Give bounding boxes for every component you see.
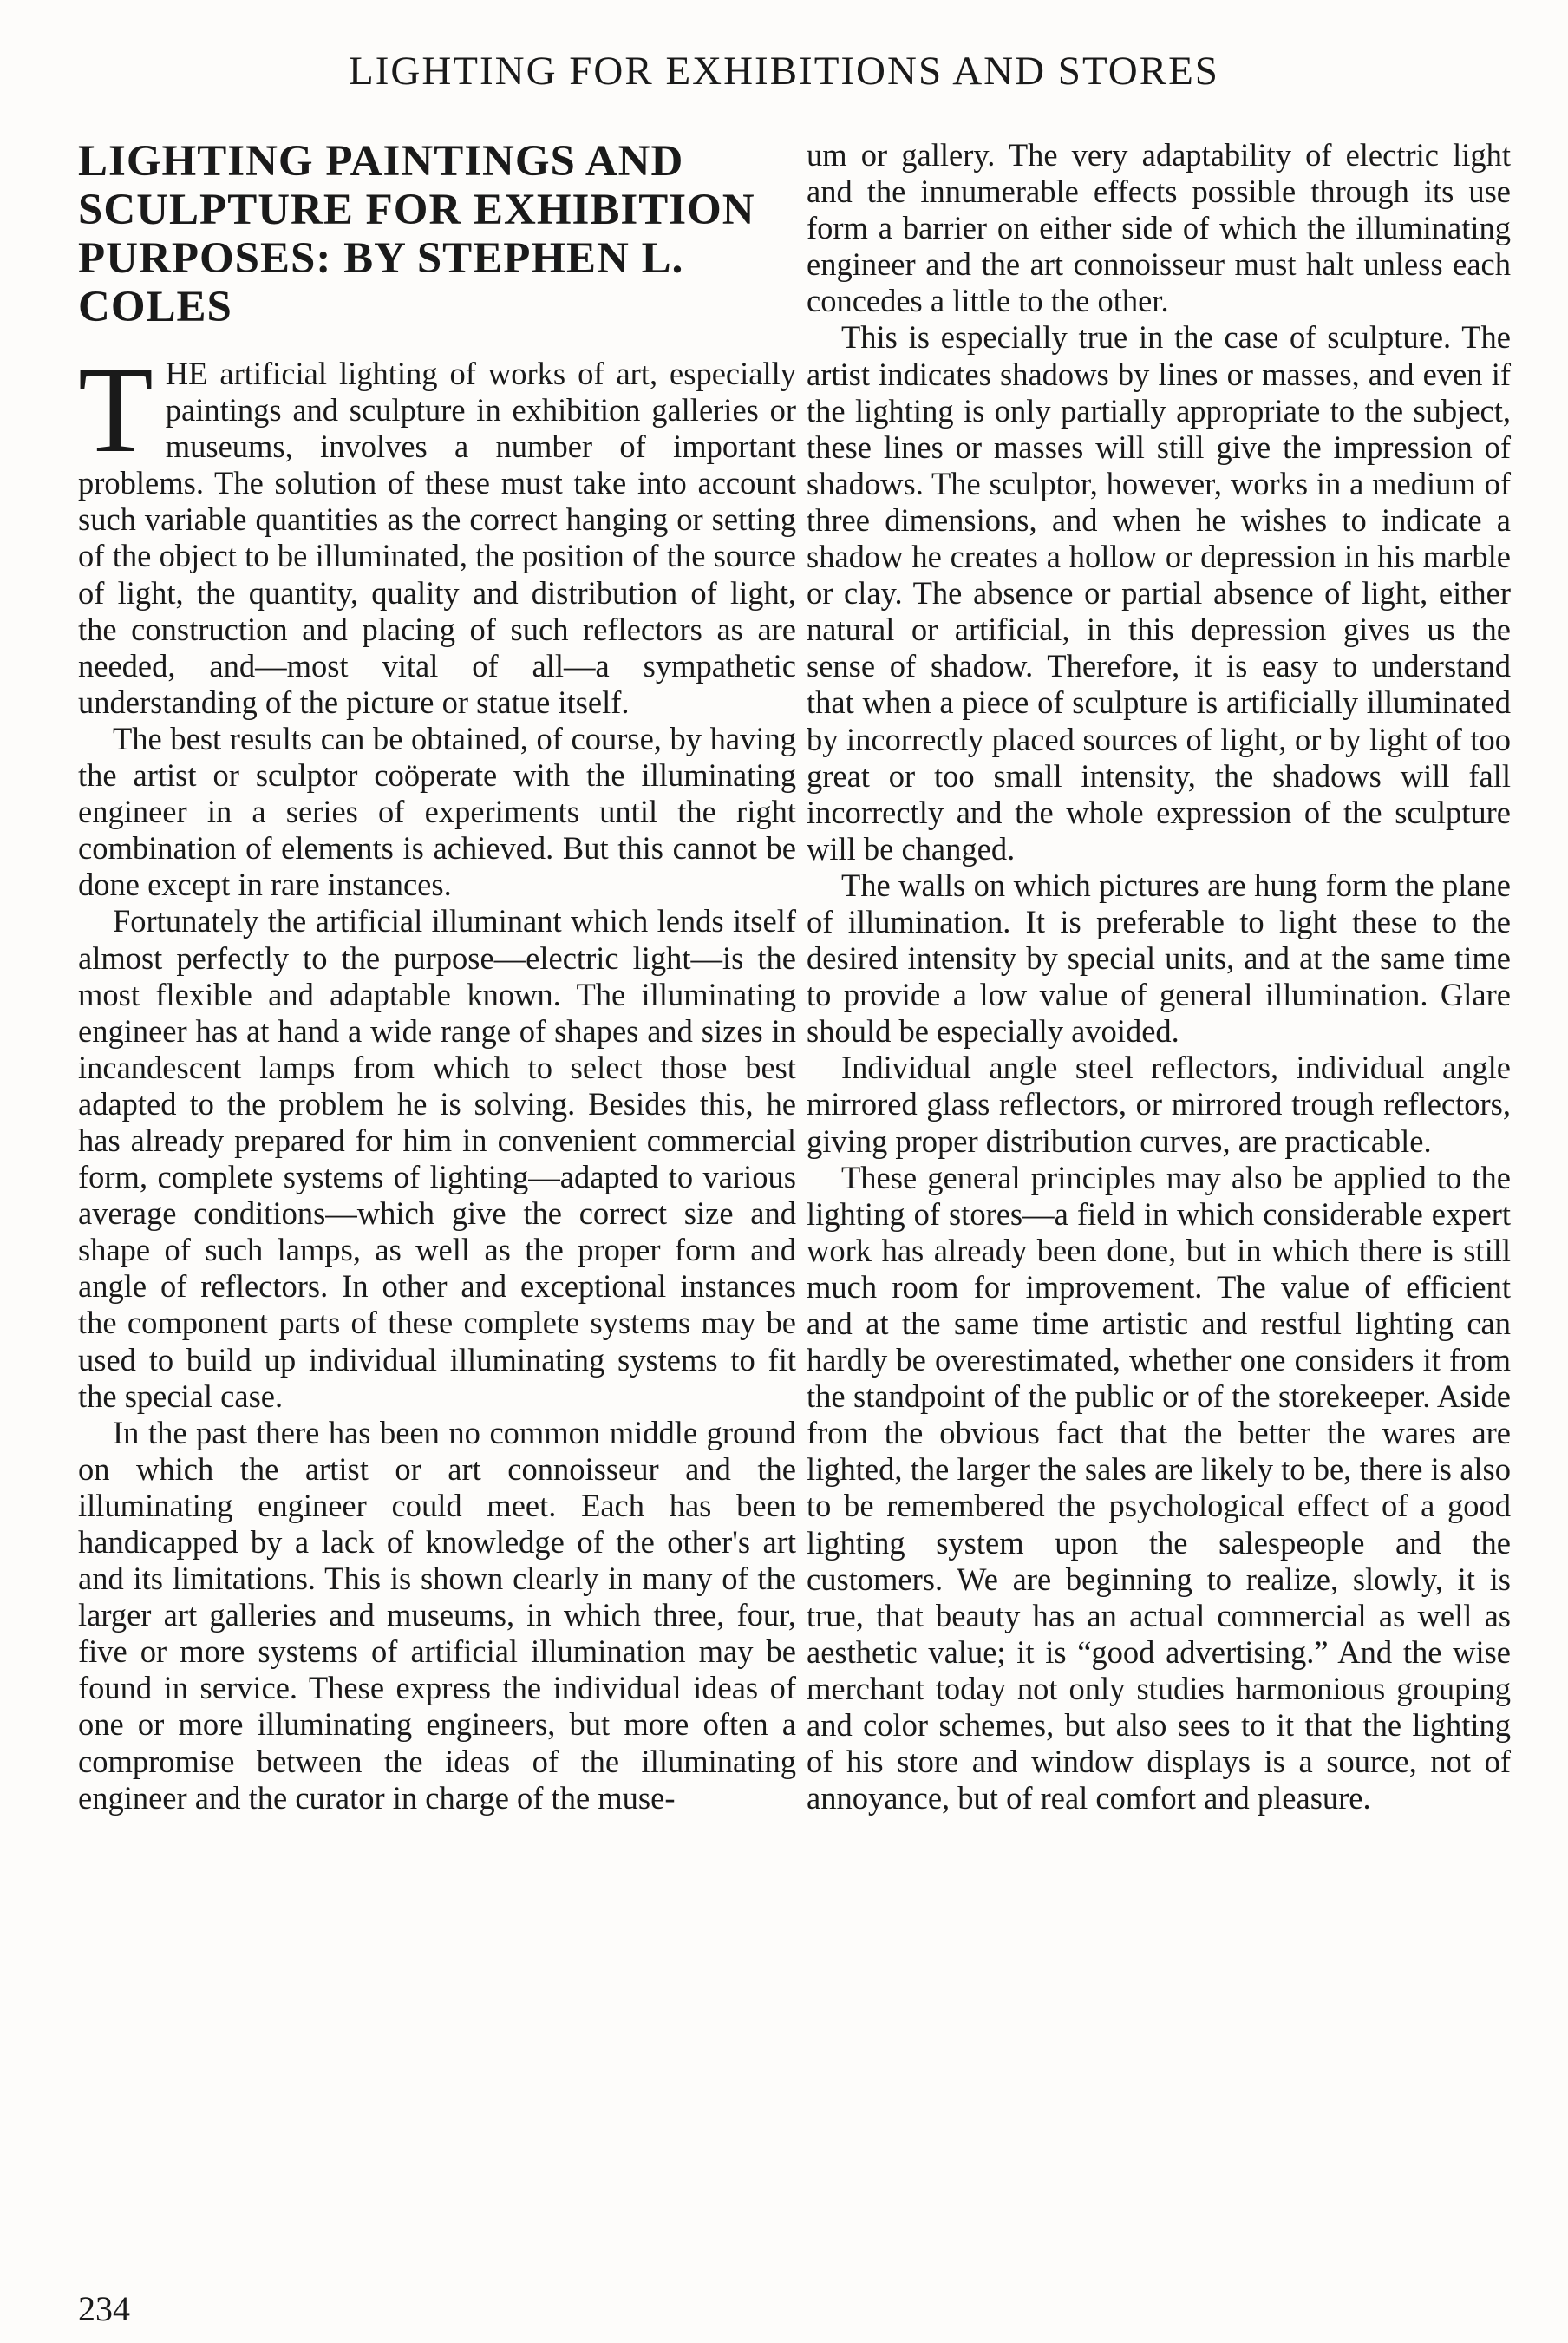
- paragraph-5: um or gallery. The very adaptability of electric light and the innumerable effects possible through its use form a barrier on either side of which the illuminating engineer and the art connoisseur must halt unless each concedes a little to the other.: [807, 137, 1511, 319]
- right-column: [807, 137, 1511, 1816]
- paragraph-7: The walls on which pictures are hung form the plane of illumination. It is preferable to light these to the desired intensity by special units, and at the same time to provide a low value of general illumination. Glare should be especially avoided.: [807, 867, 1511, 1050]
- paragraph-2: The best results can be obtained, of course, by having the artist or sculptor coöperate with the illuminating engineer in a series of experiments until the right combination of elements is achieved. But this cannot be done except in rare instances.: [78, 720, 796, 903]
- running-head: LIGHTING FOR EXHIBITIONS AND STORES: [349, 49, 1219, 94]
- article-title: LIGHTING PAINTINGS AND SCULPTURE FOR EXHIBITION PURPOSES: BY STEPHEN L. COLES: [78, 137, 755, 331]
- paragraph-3: Fortunately the artificial illuminant which lends itself almost perfectly to the purpose—electric light—is the most flexible and adaptable known. The illuminating engineer has at hand a wide range of shapes and sizes in incandescent lamps from which to select those best adapted to the problem he is solving. Besides this, he has already prepared for him in convenient commercial form, complete systems of lighting—adapted to various average conditions—which give the correct size and shape of such lamps, as well as the proper form and angle of reflectors. In other and exceptional instances the component parts of these complete systems may be used to build up individual illuminating systems to fit the special case.: [78, 903, 796, 1414]
- paragraph-4: In the past there has been no common middle ground on which the artist or art connoisseur and the illuminating engineer could meet. Each has been handicapped by a lack of knowledge of the other's art and its limitations. This is shown clearly in many of the larger art galleries and museums, in which three, four, five or more systems of artificial illumination may be found in service. These express the individual ideas of one or more illuminating engineers, but more often a compromise between the ideas of the illuminating engineer and the curator in charge of the muse-: [78, 1414, 796, 1816]
- paragraph-1: [78, 341, 796, 721]
- paragraph-8: Individual angle steel reflectors, individual angle mirrored glass reflectors, or mirrored trough reflectors, giving proper distribution curves, are practicable.: [807, 1050, 1511, 1159]
- drop-cap: T: [78, 341, 154, 478]
- paragraph-6: This is especially true in the case of sculpture. The artist indicates shadows by lines or masses, and even if the lighting is only partially appropriate to the subject, these lines or masses will still give the impression of shadows. The sculptor, however, works in a medium of three dimensions, and when he wishes to indicate a shadow he creates a hollow or depression in his marble or clay. The absence or partial absence of light, either natural or artificial, in this depression gives us the sense of shadow. Therefore, it is easy to understand that when a piece of sculpture is artificially illuminated by incorrectly placed sources of light, or by light of too great or too small intensity, the shadows will fall incorrectly and the whole expression of the sculpture will be changed.: [807, 319, 1511, 867]
- left-column: [78, 137, 796, 1816]
- paragraph-1-text: HE artificial lighting of works of art, especially paintings and sculpture in exhibition galleries or museums, involves a number of important problems. The solution of these must take into account such variable quantities as the correct hanging or setting of the object to be illuminated, the position of the source of light, the quantity, quality and distribution of light, the construction and placing of such reflectors as are needed, and—most vital of all—a sympathetic understanding of the picture or statue itself.: [78, 356, 796, 720]
- page-number: 234: [78, 2289, 130, 2328]
- paragraph-9: These general principles may also be applied to the lighting of stores—a field in which considerable expert work has already been done, but in which there is still much room for improvement. The value of efficient and at the same time artistic and restful lighting can hardly be overestimated, whether one considers it from the standpoint of the public or of the storekeeper. Aside from the obvious fact that the better the wares are lighted, the larger the sales are likely to be, there is also to be remembered the psychological effect of a good lighting system upon the salespeople and the customers. We are beginning to realize, slowly, it is true, that beauty has an actual commercial as well as aesthetic value; it is “good advertising.” And the wise merchant today not only studies harmonious grouping and color schemes, but also sees to it that the lighting of his store and window displays is a source, not of annoyance, but of real comfort and pleasure.: [807, 1159, 1511, 1816]
